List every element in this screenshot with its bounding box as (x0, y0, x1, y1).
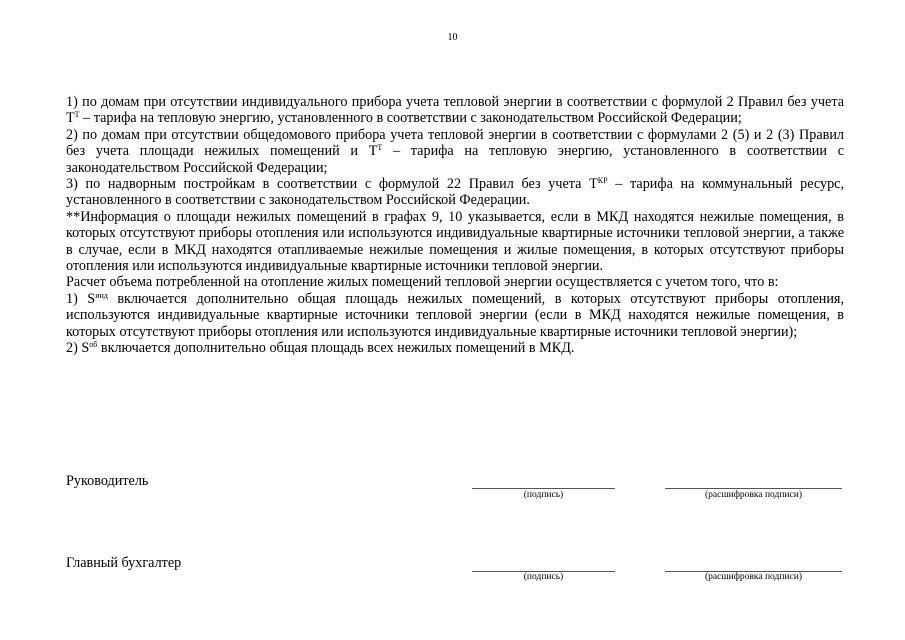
paragraph-nonresidential-note: **Информация о площади нежилых помещений в графах 9, 10 указывается, если в МКД находятся нежилые помещения, в которых отсутствуют приборы отопления или используются индивидуальные квартирные источники тепловой энергии, а также в случае, если в МКД находятся отапливаемые нежилые помещения и жилые помещения, в которых отсутствуют приборы отопления или используются индивидуальные квартирные источники тепловой энергии. (66, 208, 844, 275)
page-number: 10 (447, 32, 458, 43)
head-signature-caption: (подпись) (523, 490, 564, 500)
head-decoding-line (665, 488, 842, 489)
paragraph-s-ind: 1) $S^{инд}$ включается дополнительно общая площадь нежилых помещений, в которых отсутствуют приборы отопления, используются индивидуальные квартирные источники тепловой энергии (если в МКД находятся нежилые помещения, в которых отсутствуют приборы отопления или используются индивидуальные квартирные источники тепловой энергии); (66, 290, 844, 340)
paragraph-tariff-heat-common: 2) по домам при отсутствии общедомового прибора учета тепловой энергии в соответствии с формулами 2 (5) и 2 (3) Правил без учета площади нежилых помещений и $Т^Т$ – тарифа на тепловую энергию, установленного в соответствии с законодательством Российской Федерации; (66, 126, 845, 176)
paragraph-outbuildings: 3) по надворным постройкам в соответствии с формулой 22 Правил без учета $Т^{КР}$ – тарифа на коммунальный ресурс, установленного в соответствии с законодательством Российской Федерации. (66, 176, 845, 209)
head-decoding-caption: (расшифровка подписи) (705, 490, 802, 500)
head-signature-line (472, 488, 615, 489)
head-title: Руководитель (66, 473, 149, 489)
paragraph-tariff-heat-individual: 1) по домам при отсутствии индивидуального прибора учета тепловой энергии в соответствии с формулой 2 Правил без учета $Т^Т$ – тарифа на тепловую энергию, установленного в соответствии с законодательством Российской Федерации; (66, 94, 844, 127)
accountant-title: Главный бухгалтер (66, 555, 182, 571)
body-text (66, 94, 844, 357)
paragraph-s-ob: 2) $S^{об}$ включается дополнительно общая площадь всех нежилых помещений в МКД. (66, 340, 575, 357)
paragraph-calculation-intro: Расчет объема потребленной на отопление жилых помещений тепловой энергии осуществляется с учетом того, что в: (66, 274, 779, 291)
accountant-decoding-caption: (расшифровка подписи) (705, 572, 802, 582)
accountant-signature-caption: (подпись) (523, 572, 564, 582)
